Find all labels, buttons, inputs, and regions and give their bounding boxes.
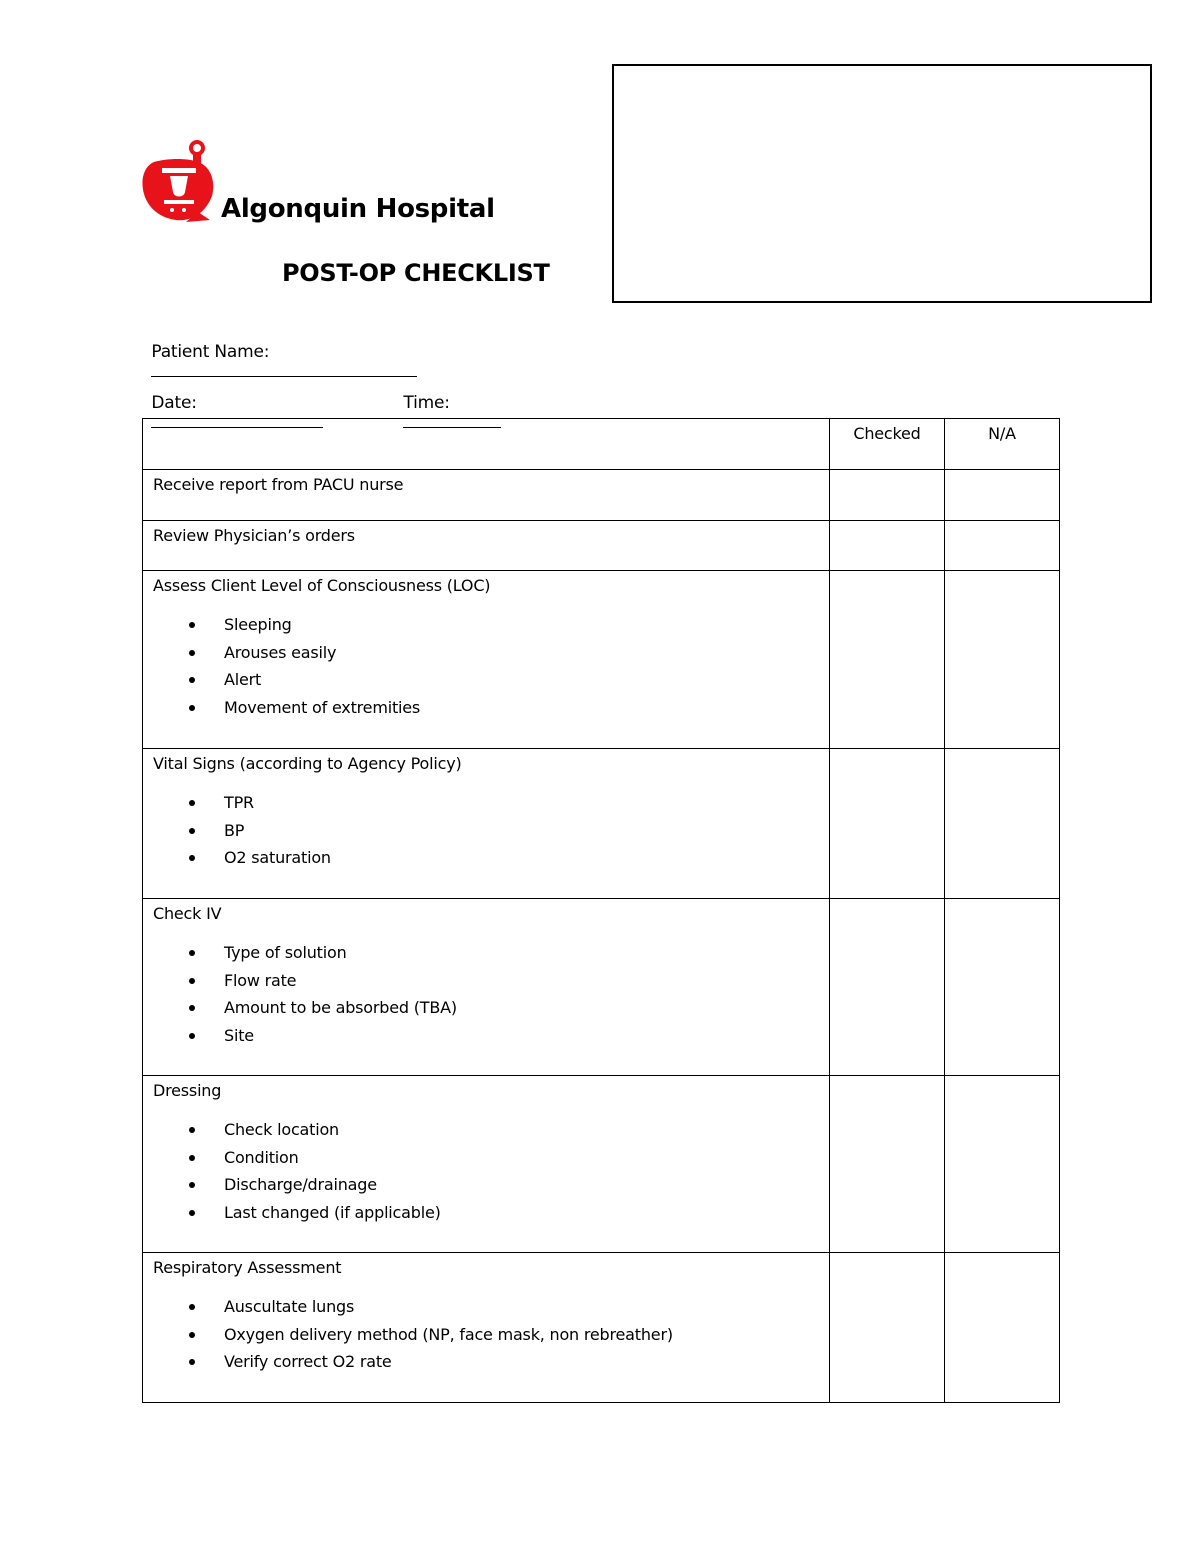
table-row [143,521,1060,571]
checked-cell[interactable] [830,571,945,749]
task-title: Dressing [153,1081,222,1100]
task-cell [143,1253,830,1403]
list-item: Discharge/drainage [187,1171,819,1199]
table-row [143,899,1060,1076]
header-cell-checked: Checked [830,419,945,470]
list-item: Oxygen delivery method (NP, face mask, non rebreather) [187,1321,819,1349]
list-item: Verify correct O2 rate [187,1348,819,1376]
list-item: Condition [187,1144,819,1172]
time-label: Time: [403,393,450,413]
checked-cell[interactable] [830,521,945,571]
header-cell-na: N/A [945,419,1060,470]
date-label: Date: [151,393,197,413]
table-header-row [143,419,1060,470]
task-subitems [153,1116,819,1226]
na-cell[interactable] [945,521,1060,571]
checked-cell[interactable] [830,749,945,899]
na-cell[interactable] [945,571,1060,749]
checked-cell[interactable] [830,470,945,521]
task-title: Review Physician’s orders [153,526,355,545]
task-subitems [153,611,819,721]
list-item: Arouses easily [187,639,819,667]
task-subitems [153,939,819,1049]
list-item: Sleeping [187,611,819,639]
na-cell[interactable] [945,470,1060,521]
task-subitems [153,789,819,872]
list-item: TPR [187,789,819,817]
table-row [143,571,1060,749]
header-cell-task [143,419,830,470]
patient-name-label: Patient Name: [151,342,270,362]
task-title: Respiratory Assessment [153,1258,342,1277]
mortar-and-pestle-icon [140,140,214,224]
list-item: Auscultate lungs [187,1293,819,1321]
task-title: Vital Signs (according to Agency Policy) [153,754,462,773]
table-row [143,1253,1060,1403]
list-item: Amount to be absorbed (TBA) [187,994,819,1022]
list-item: Alert [187,666,819,694]
task-title: Check IV [153,904,222,923]
table-row [143,470,1060,521]
na-cell[interactable] [945,899,1060,1076]
task-cell [143,1076,830,1253]
na-cell[interactable] [945,1076,1060,1253]
table-row [143,1076,1060,1253]
checked-cell[interactable] [830,1076,945,1253]
list-item: Check location [187,1116,819,1144]
list-item: Flow rate [187,967,819,995]
na-cell[interactable] [945,749,1060,899]
patient-label-box [612,64,1152,303]
list-item: Type of solution [187,939,819,967]
list-item: Site [187,1022,819,1050]
list-item: O2 saturation [187,844,819,872]
task-cell [143,571,830,749]
list-item: Movement of extremities [187,694,819,722]
task-title: Receive report from PACU nurse [153,475,404,494]
task-cell [143,521,830,571]
na-cell[interactable] [945,1253,1060,1403]
checked-cell[interactable] [830,899,945,1076]
task-title: Assess Client Level of Consciousness (LOC) [153,576,491,595]
task-cell [143,749,830,899]
list-item: Last changed (if applicable) [187,1199,819,1227]
list-item: BP [187,817,819,845]
hospital-name: Algonquin Hospital [221,194,495,224]
task-subitems [153,1293,819,1376]
task-cell [143,470,830,521]
table-row [143,749,1060,899]
checklist-table [142,418,1060,1403]
checked-cell[interactable] [830,1253,945,1403]
page-title: POST-OP CHECKLIST [282,259,550,287]
task-cell [143,899,830,1076]
